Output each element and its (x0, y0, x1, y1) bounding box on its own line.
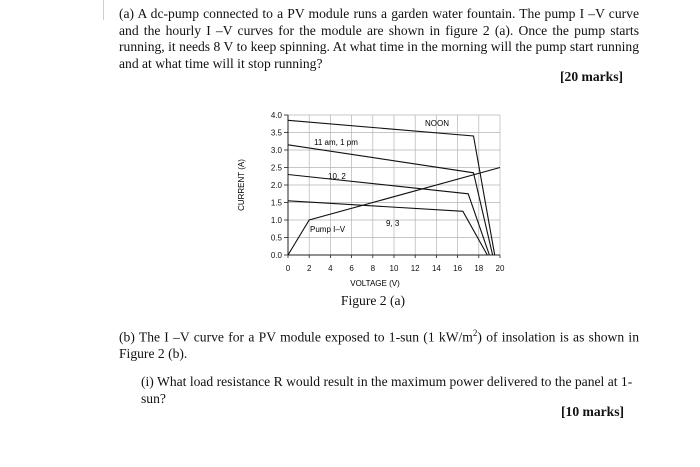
series-label-11am-1pm: 11 am, 1 pm (314, 138, 358, 147)
question-b-superscript: 2 (472, 328, 478, 338)
figure-caption-text: Figure 2 (a) (340, 293, 406, 308)
x-tick-label-8: 8 (370, 264, 376, 273)
x-tick-label-2: 2 (306, 264, 312, 273)
x-tick-label-12: 12 (410, 264, 420, 273)
x-tick-labels (286, 255, 505, 273)
figure-2a-chart (230, 105, 520, 291)
x-tick-label-0: 0 (285, 264, 291, 273)
x-axis-label: VOLTAGE (V) (350, 279, 400, 288)
y-tick-label-3.0: 3.0 (270, 146, 282, 155)
y-tick-labels (271, 111, 288, 260)
y-tick-label-2.0: 2.0 (270, 181, 282, 190)
x-tick-label-14: 14 (431, 264, 441, 273)
series-label-pump: Pump I–V (310, 225, 346, 234)
series-label-noon: NOON (425, 119, 449, 128)
y-tick-label-3.5: 3.5 (270, 128, 282, 138)
series-line-2 (288, 175, 489, 256)
question-b-i-text: (i) What load resistance R would result in the maximum power delivered to the panel at 1-sun? (141, 374, 633, 406)
question-b-text-start: (b) The I –V curve for a PV module exposed to 1-sun (1 kW/m (119, 329, 473, 345)
series-line-1 (288, 145, 493, 255)
x-tick-label-6: 6 (349, 264, 354, 273)
y-axis-label: CURRENT (A) (237, 159, 246, 211)
question-a-text: (a) A dc-pump connected to a PV module runs a garden water fountain. The pump I –V curve and the hourly I –V curves for the module are shown in figure 2 (a). Once the pump starts running, it needs 8 V to keep spinning. At what time in the morning will the pump start running and at what time will it stop running? (119, 6, 639, 71)
x-tick-label-10: 10 (389, 264, 399, 273)
series-label-10-2: 10, 2 (328, 172, 346, 181)
x-tick-label-4: 4 (328, 264, 333, 273)
x-tick-label-20: 20 (495, 264, 505, 273)
series-label-9-3: 9, 3 (386, 219, 400, 228)
question-a-marks: [20 marks] (560, 69, 624, 84)
x-tick-label-18: 18 (474, 264, 484, 273)
y-tick-label-0.0: 0.0 (270, 251, 282, 260)
x-tick-label-16: 16 (453, 264, 463, 273)
page-edge-rule (103, 0, 104, 20)
y-tick-label-2.5: 2.5 (270, 163, 282, 173)
y-tick-label-0.5: 0.5 (270, 233, 282, 243)
y-tick-label-4.0: 4.0 (270, 111, 282, 120)
question-b-text (119, 325, 639, 363)
question-b-text-end: ) of insolation is as shown in Figure 2 (b). (119, 329, 640, 362)
y-tick-label-1.0: 1.0 (270, 216, 282, 225)
figure-caption (0, 293, 700, 309)
question-b-i-marks: [10 marks] (561, 404, 625, 419)
y-tick-label-1.5: 1.5 (270, 198, 282, 208)
